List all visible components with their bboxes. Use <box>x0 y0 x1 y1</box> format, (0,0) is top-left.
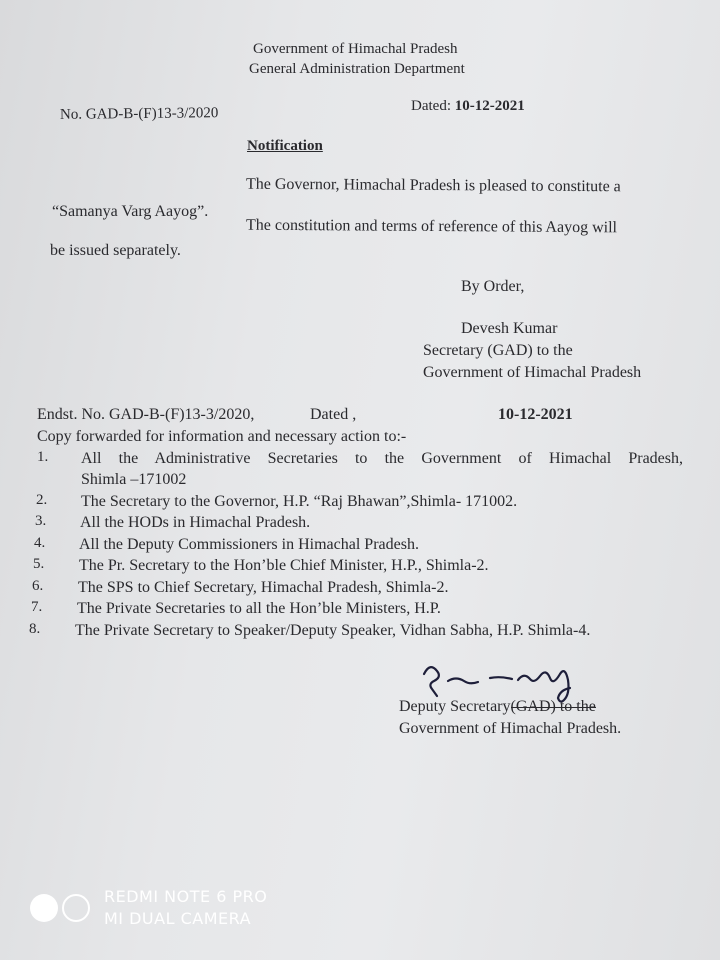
header-government: Government of Himachal Pradesh <box>253 41 458 57</box>
camera-model: REDMI NOTE 6 PRO <box>104 887 268 906</box>
list-item-continuation: Shimla –171002 <box>81 471 187 488</box>
reference-date-label: Dated: <box>411 98 451 114</box>
endorsement-number: Endst. No. GAD-B-(F)13-3/2020, <box>37 406 255 423</box>
list-item: All the Administrative Secretaries to the Government of Himachal Pradesh, <box>81 450 683 467</box>
body-paragraph-1-line-1: The Governor, Himachal Pradesh is pleased to constitute a <box>245 175 621 196</box>
list-item: The Private Secretary to Speaker/Deputy Speaker, Vidhan Sabha, H.P. Shimla-4. <box>75 622 591 639</box>
list-item: The SPS to Chief Secretary, Himachal Pradesh, Shimla-2. <box>78 579 449 596</box>
by-order: By Order, <box>461 278 525 295</box>
deputy-designation-2: Government of Himachal Pradesh. <box>399 720 622 737</box>
list-item-number: 6. <box>32 578 44 594</box>
endorsement-date-value: 10-12-2021 <box>498 406 573 423</box>
list-item: The Secretary to the Governor, H.P. “Raj Bhawan”,Shimla- 171002. <box>81 493 518 510</box>
list-item: All the HODs in Himachal Pradesh. <box>80 514 311 531</box>
reference-date <box>411 96 525 116</box>
camera-type: MI DUAL CAMERA <box>104 909 252 928</box>
body-paragraph-2-line-1: The constitution and terms of reference of this Aayog will <box>245 216 618 237</box>
list-item-number: 7. <box>31 599 43 615</box>
signatory-designation-2: Government of Himachal Pradesh <box>423 364 642 381</box>
list-item-number: 5. <box>33 556 45 572</box>
header-department: General Administration Department <box>249 61 465 77</box>
camera-dot-filled <box>30 894 58 922</box>
endorsement-intro: Copy forwarded for information and necessary action to:- <box>37 428 407 445</box>
list-item-number: 1. <box>37 449 49 465</box>
list-item: The Pr. Secretary to the Hon’ble Chief Minister, H.P., Shimla-2. <box>79 557 489 574</box>
camera-watermark-text <box>104 886 267 930</box>
list-item: The Private Secretaries to all the Hon’ble Ministers, H.P. <box>77 600 441 617</box>
body-paragraph-2-line-2: be issued separately. <box>50 242 181 259</box>
list-item-number: 8. <box>29 621 41 637</box>
reference-number: No. GAD-B-(F)13-3/2020 <box>59 105 219 123</box>
notification-title: Notification <box>247 138 323 154</box>
endorsement-date-label: Dated , <box>310 406 357 423</box>
list-item-number: 4. <box>34 535 46 551</box>
camera-logo-icon <box>30 894 90 922</box>
deputy-designation-struck: (GAD) to the <box>510 698 596 715</box>
list-item: All the Deputy Commissioners in Himachal Pradesh. <box>79 536 419 553</box>
list-item-number: 3. <box>35 513 47 529</box>
camera-dot-ring <box>62 894 90 922</box>
body-paragraph-1-line-2: “Samanya Varg Aayog”. <box>52 203 209 220</box>
list-item-number: 2. <box>36 492 48 508</box>
deputy-designation-1 <box>399 697 596 717</box>
reference-date-value: 10-12-2021 <box>454 98 525 114</box>
signatory-name: Devesh Kumar <box>461 320 558 337</box>
deputy-designation-prefix: Deputy Secretary <box>399 698 511 715</box>
camera-watermark <box>30 886 267 930</box>
signatory-designation-1: Secretary (GAD) to the <box>423 342 573 359</box>
